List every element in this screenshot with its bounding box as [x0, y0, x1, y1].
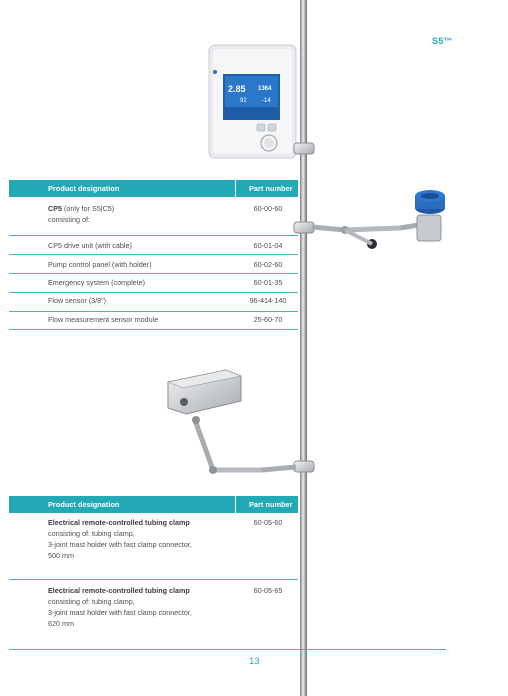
screen-value-c: 92	[240, 98, 247, 104]
part-number: 60-02-60	[253, 260, 283, 269]
part-number: 25-60-70	[253, 315, 283, 324]
screen-value-b: 1364	[258, 86, 272, 92]
table1-header	[9, 180, 298, 197]
product-detail: 3-joint mast holder with fast clamp connector,	[48, 540, 192, 549]
table2-header	[9, 496, 298, 513]
product-title: CP5	[48, 204, 62, 213]
product-detail: consisting of: tubing clamp,	[48, 597, 135, 606]
screen-value-a: 2.85	[228, 84, 246, 94]
header-divider	[235, 180, 236, 197]
pump-control-panel	[209, 45, 296, 158]
screen-value-d: -14	[262, 98, 271, 104]
table-row	[9, 294, 298, 312]
product-detail: 620 mm	[48, 619, 74, 628]
product-detail: 3-joint mast holder with fast clamp connector,	[48, 608, 192, 617]
table-row	[9, 237, 298, 255]
part-number: 60-01-35	[253, 278, 283, 287]
product-note: (only for S5|C5)	[61, 204, 115, 213]
product-title: CP5 drive unit (with cable)	[48, 241, 132, 250]
product-title: Emergency system (complete)	[48, 278, 146, 287]
product-detail: 500 mm	[48, 551, 74, 560]
tubing-clamp-arm	[168, 370, 296, 474]
header-part-number: Part number	[249, 500, 293, 509]
table-row	[9, 275, 298, 293]
part-number: 60-05-65	[253, 586, 283, 595]
product-title: Flow measurement sensor module	[48, 315, 159, 324]
part-number: 60-05-60	[253, 518, 283, 527]
product-title: Electrical remote-controlled tubing clamp	[48, 518, 190, 527]
table-row	[9, 256, 298, 274]
table-row	[9, 313, 298, 330]
product-detail: consisting of:	[48, 215, 90, 224]
table-row	[9, 517, 298, 580]
mast-clamp	[294, 461, 314, 472]
mast-clamp	[294, 143, 314, 154]
header-designation: Product designation	[48, 184, 120, 193]
product-detail: consisting of: tubing clamp,	[48, 529, 135, 538]
header-divider	[235, 496, 236, 513]
part-number: 96-414-140	[249, 296, 287, 305]
product-title: Pump control panel (with holder)	[48, 260, 152, 269]
table-row	[9, 585, 298, 647]
table-row	[9, 203, 298, 236]
header-designation: Product designation	[48, 500, 120, 509]
footer-divider	[9, 649, 446, 650]
product-line-label: S5™	[432, 36, 453, 46]
part-number: 60-00-60	[253, 204, 283, 213]
page-number: 13	[249, 656, 260, 667]
product-title: Electrical remote-controlled tubing clamp	[48, 586, 190, 595]
part-number: 60-01-04	[253, 241, 283, 250]
flow-sensor-arm	[312, 190, 445, 249]
header-part-number: Part number	[249, 184, 293, 193]
product-title: Flow sensor (3/8")	[48, 296, 107, 305]
mast-pole	[300, 0, 307, 696]
